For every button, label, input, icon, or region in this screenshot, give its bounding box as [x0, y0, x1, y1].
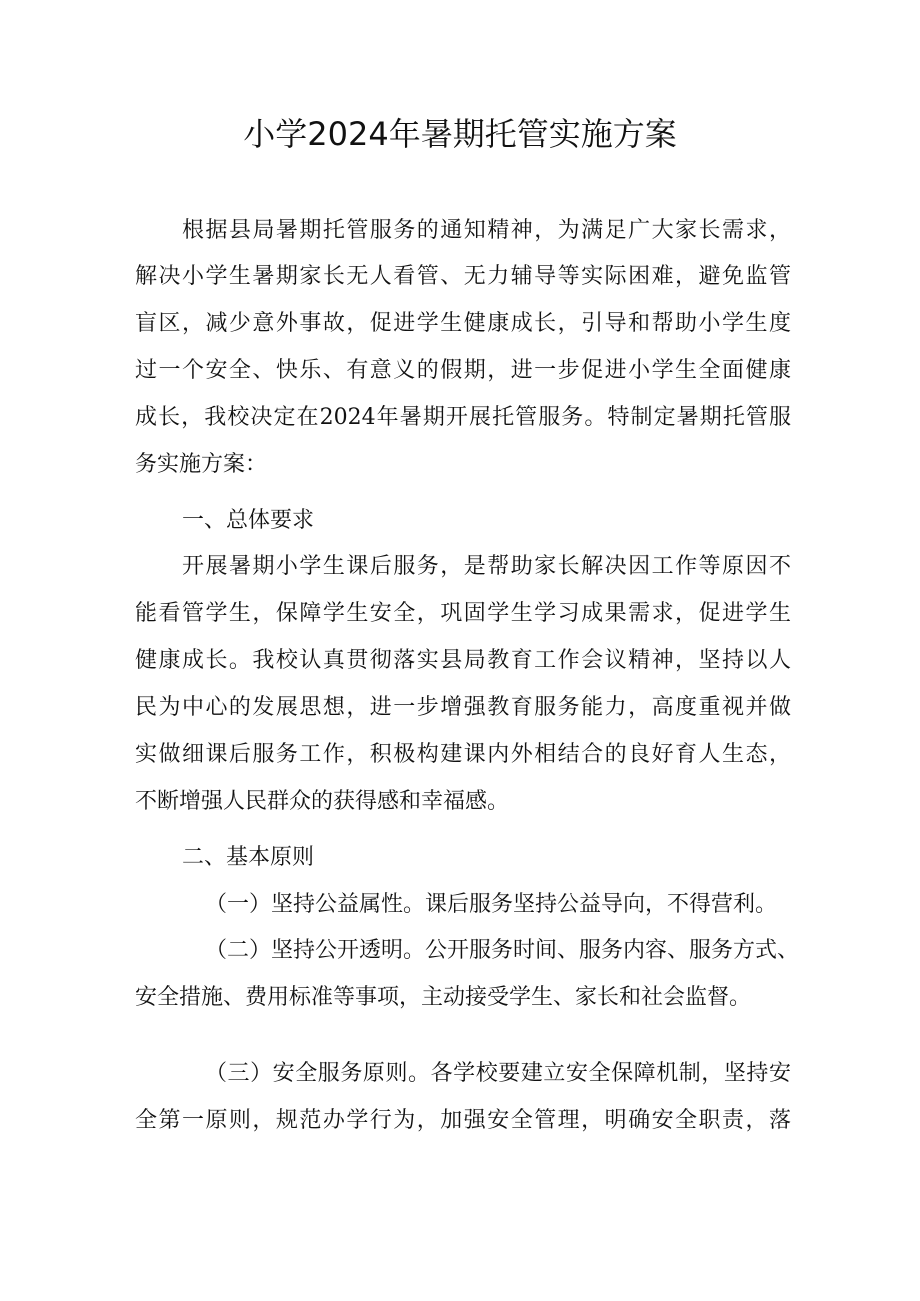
text-line: 能看管学生，保障学生安全，巩固学生学习成果需求，促进学生 [135, 601, 791, 626]
document-title: 小学2024年暑期托管实施方案 [243, 115, 677, 153]
text-line: 安全措施、费用标准等事项，主动接受学生、家长和社会监督。 [135, 985, 752, 1010]
text-line: 健康成长。我校认真贯彻落实县局教育工作会议精神，坚持以人 [135, 648, 791, 673]
text-line: （二）坚持公开透明。公开服务时间、服务内容、服务方式、 [205, 938, 800, 963]
text-line: 务实施方案： [135, 452, 268, 477]
section-heading: 二、基本原则 [182, 845, 315, 870]
text-line: 不断增强人民群众的获得感和幸福感。 [135, 789, 510, 814]
text-line: 根据县局暑期托管服务的通知精神，为满足广大家长需求， [182, 218, 791, 243]
text-line: 成长，我校决定在2024年暑期开展托管服务。特制定暑期托管服 [135, 405, 791, 430]
text-line: 开展暑期小学生课后服务，是帮助家长解决因工作等原因不 [182, 554, 791, 579]
text-line: 全第一原则，规范办学行为，加强安全管理，明确安全职责，落 [135, 1108, 791, 1133]
text-line: 解决小学生暑期家长无人看管、无力辅导等实际困难，避免监管 [135, 264, 791, 289]
text-line: 过一个安全、快乐、有意义的假期，进一步促进小学生全面健康 [135, 358, 791, 383]
text-line: 盲区，减少意外事故，促进学生健康成长，引导和帮助小学生度 [135, 311, 791, 336]
section-heading: 一、总体要求 [182, 508, 315, 533]
principle-item: （一）坚持公益属性。课后服务坚持公益导向，不得营利。 [205, 892, 778, 917]
text-line: 实做细课后服务工作，积极构建课内外相结合的良好育人生态， [135, 742, 791, 767]
text-line: 民为中心的发展思想，进一步增强教育服务能力，高度重视并做 [135, 695, 791, 720]
text-line: （三）安全服务原则。各学校要建立安全保障机制，坚持安 [205, 1061, 791, 1086]
